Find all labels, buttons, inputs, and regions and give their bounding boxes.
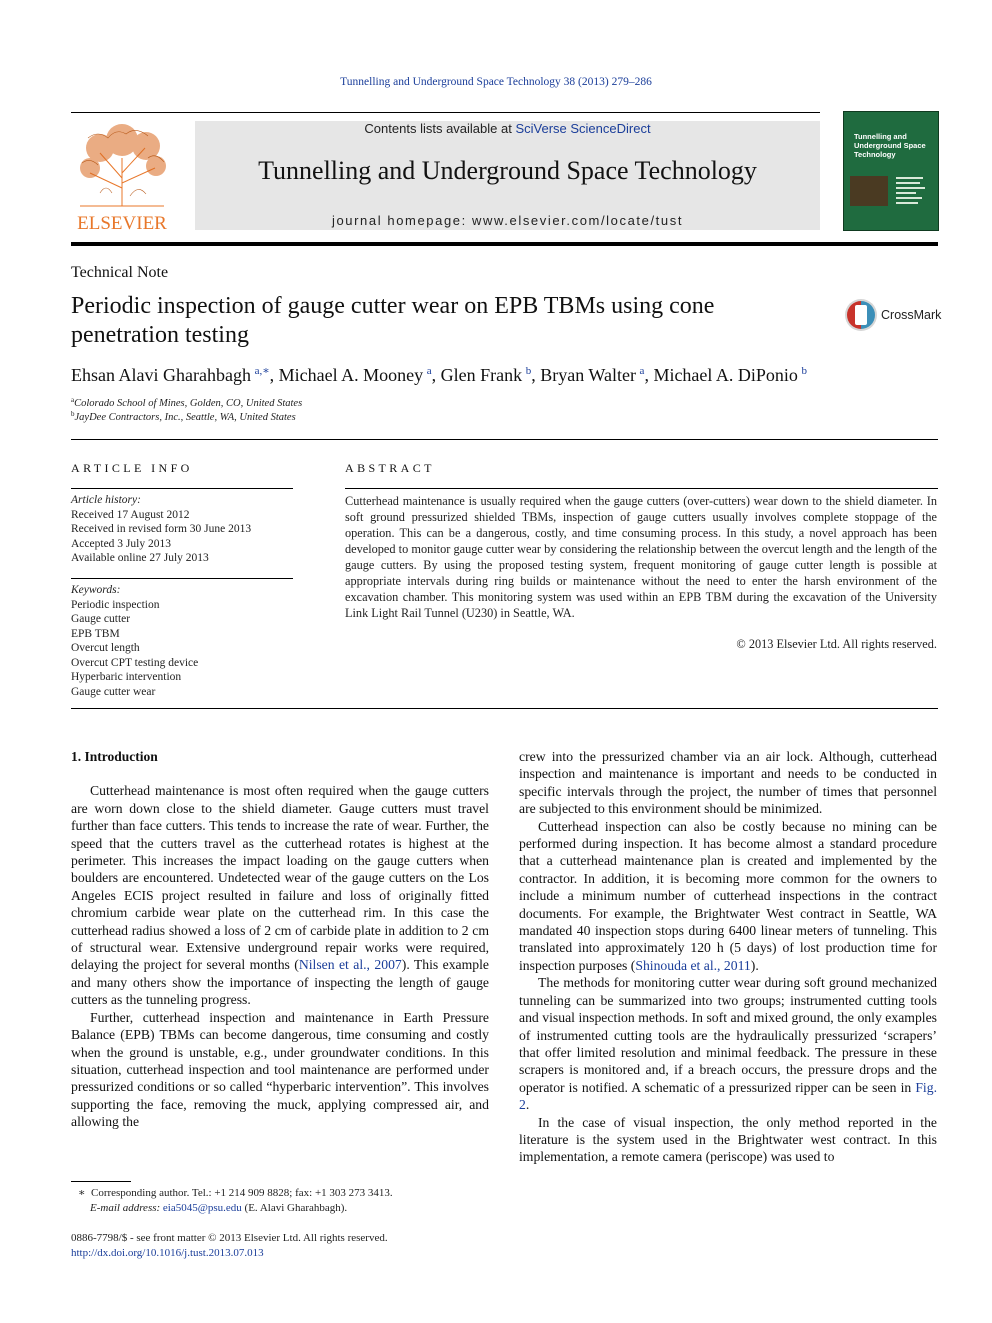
keywords-rule (71, 578, 293, 579)
cover-contents-list (896, 174, 930, 207)
cover-photo (850, 176, 888, 206)
abstract-rule (345, 488, 938, 489)
body-column-left (71, 748, 489, 1131)
keyword: Overcut CPT testing device (71, 656, 199, 669)
elsevier-logo[interactable] (70, 118, 174, 233)
journal-cover-thumbnail[interactable] (843, 111, 939, 231)
abstract-heading: ABSTRACT (345, 461, 435, 475)
history-item: Received in revised form 30 June 2013 (71, 523, 252, 535)
history-item: Accepted 3 July 2013 (71, 537, 171, 550)
corresponding-text: Corresponding author. Tel.: +1 214 909 8828; fax: +1 303 273 3413. (90, 1187, 393, 1199)
keywords-list (71, 583, 293, 699)
paragraph-text: ). This example and many others show the importance of inspecting the length of gauge cutters as the tunneling progress. (71, 957, 489, 1008)
sciencedirect-link[interactable]: SciVerse ScienceDirect (515, 121, 651, 136)
author-name[interactable]: Glen Frank (440, 365, 523, 385)
crossmark-icon (844, 298, 878, 332)
email-suffix: (E. Alavi Gharahbagh). (241, 1201, 348, 1214)
author-name[interactable]: Michael A. Mooney (278, 365, 424, 385)
paragraph (519, 974, 937, 1113)
doi-link[interactable]: http://dx.doi.org/10.1016/j.tust.2013.07.013 (71, 1246, 264, 1259)
header-thick-rule (71, 242, 938, 246)
citation-link[interactable]: Shinouda et al., 2011 (635, 957, 751, 973)
contents-prefix: Contents lists available at (364, 121, 516, 136)
paragraph-text: . (525, 1097, 530, 1113)
history-item: Received 17 August 2012 (71, 508, 190, 521)
email-link[interactable]: eia5045@psu.edu (162, 1201, 242, 1214)
affiliation-a (71, 396, 302, 409)
paragraph (519, 818, 937, 975)
paragraph: crew into the pressurized chamber via an air lock. Although, cutterhead inspection and maintenance is important and needs to be conducted in specific intervals through the project, the number of times that personnel are subjected to this environment should be minimized. (519, 749, 937, 817)
journal-citation[interactable]: Tunnelling and Underground Space Technology 38 (2013) 279–286 (340, 76, 652, 88)
keywords-label: Keywords: (71, 584, 121, 596)
keyword: Hyperbaric intervention (71, 671, 182, 683)
article-history (71, 493, 293, 566)
citation-link[interactable]: Nilsen et al., 2007 (298, 957, 402, 973)
affiliation-key: a (71, 396, 75, 404)
section-heading: 1. Introduction (71, 749, 158, 764)
author-name[interactable]: Bryan Walter (540, 365, 636, 385)
author-affiliation-marker[interactable]: a (426, 365, 432, 377)
copyright-notice: © 2013 Elsevier Ltd. All rights reserved. (736, 637, 937, 651)
keyword: EPB TBM (71, 627, 120, 640)
journal-homepage[interactable]: journal homepage: www.elsevier.com/locate/tust (331, 213, 684, 228)
author-name[interactable]: Michael A. DiPonio (653, 365, 798, 385)
affiliation-key: b (71, 410, 75, 418)
paper-title: Periodic inspection of gauge cutter wear on EPB TBMs using cone penetration testing (71, 293, 715, 348)
cover-title: Tunnelling and Underground Space Technology (854, 132, 926, 159)
crossmark-label: CrossMark (881, 308, 942, 322)
crossmark-badge[interactable] (844, 298, 940, 332)
article-info-heading: ARTICLE INFO (71, 461, 193, 475)
keyword: Gauge cutter wear (71, 685, 156, 698)
title-rule (71, 439, 938, 440)
history-label: Article history: (71, 494, 141, 506)
email-label: E-mail address: (90, 1201, 161, 1214)
author-affiliation-marker[interactable]: a,∗ (254, 365, 270, 377)
elsevier-tree-icon (70, 118, 174, 233)
paragraph: In the case of visual inspection, the only method reported in the literature is the system used in the Brightwater west contract. In this implementation, a remote camera (periscope) was used to (519, 1114, 937, 1165)
keyword: Overcut length (71, 642, 140, 654)
paragraph-text: Cutterhead maintenance is most often required when the gauge cutters are worn down close to the shield diameter. Gauge cutters must travel further than face cutters. This tends to increase the rate of wear. Further, the speed that the cutters travel as the cutterhead rotates is highest at the perimeter. This increases the impact loading on the gauge cutters when boulders are encountered. Undetected wear of the gauge cutters on the Los Angeles ECIS project resulted in failure and loss of originally fitted chromium carbide wear plate on the cutterhead rim. In this case the cutterhead radius showed a loss of 2 cm of carbide plate in addition to 2 cm of structural wear. Extensive underground repair works were required, delaying the project for several months ( (71, 783, 489, 973)
author-list: Ehsan Alavi Gharahbagh $^{a,∗}$, Michael A. Mooney $^a$, Glen Frank $^b$, Bryan Walter $^a$, Michael A. DiPonio $^b$ (71, 365, 808, 385)
contents-line (195, 121, 820, 136)
author-affiliation-marker[interactable]: b (801, 365, 808, 377)
author-name[interactable]: Ehsan Alavi Gharahbagh (71, 365, 251, 385)
paragraph-text: The methods for monitoring cutter wear during soft ground mechanized tunneling can be summarized into two groups; instrumented cutting tools and visual inspection methods. In soft and mixed ground, the only examples of instrumented cutting tools are the hydraulically pressurized ‘scrapers’ that offer limited resolution and minimal feedback. The pressure in these scrapers is monitored and, if a breach occurs, the pressure drops and the operator is notified. A schematic of a pressurized ripper can be seen in (519, 975, 937, 1095)
affiliation-b (71, 410, 296, 423)
front-matter (71, 1231, 491, 1260)
footnote-mark: ∗ (78, 1187, 86, 1199)
elsevier-wordmark: ELSEVIER (77, 213, 167, 233)
footnote-rule (71, 1181, 131, 1182)
journal-title: Tunnelling and Underground Space Technology (258, 156, 757, 185)
paragraph: Further, cutterhead inspection and maintenance in Earth Pressure Balance (EPB) TBMs can become dangerous, time consuming and costly when the ground is unstable, e.g., under groundwater conditions. In this situation, cutterhead inspection and tool maintenance are performed under pressurized conditions or so called “hyperbaric intervention”. This involves supporting the face, removing the muck, applying compressed air, and allowing the (71, 1009, 489, 1130)
abstract-text: Cutterhead maintenance is usually required when the gauge cutters (over-cutters) wear down to the shield diameter. In soft ground pressurized shielded TBMs, inspection of gauge cutters usually involves complete stoppage of the operation. This can be a dangerous, costly, and time consuming process. In this study, a novel approach has been developed to monitor gauge cutter wear by considering the relationship between the overcut length and the length of the gauge cutters. By using the proposed testing system, frequent monitoring of gauge cutter length is possible at appropriate intervals during ring builds or maintenance without the need to enter the harsh environment of the excavation chamber. This monitoring system was used within an EPB TBM during the excavation of the University Link Light Rail Tunnel (U230) in Seattle, WA. (345, 494, 937, 620)
author-affiliation-marker[interactable]: a (639, 365, 645, 377)
paragraph-text: ). (750, 957, 759, 973)
issn-line: 0886-7798/$ - see front matter © 2013 Elsevier Ltd. All rights reserved. (71, 1232, 388, 1244)
keyword: Periodic inspection (71, 598, 160, 611)
affiliation-text: Colorado School of Mines, Golden, CO, United States (74, 398, 303, 409)
corresponding-footnote (78, 1186, 488, 1215)
affiliation-text: JayDee Contractors, Inc., Seattle, WA, United States (74, 412, 296, 423)
abstract-bottom-rule (71, 708, 938, 709)
article-type: Technical Note (71, 264, 169, 281)
body-column-right (519, 748, 937, 1166)
paragraph (71, 782, 489, 1008)
header-rule (71, 112, 820, 113)
paragraph-text: Cutterhead inspection can also be costly because no mining can be performed during inspection. It has become almost a standard procedure that a cutterhead maintenance plan is created and implemented by the contractor. In addition, it is becoming more common for the owners to include a minimum number of cutterhead inspections in the contract documents. For example, the Brightwater West contract in Seattle, WA mandated 40 inspection stops during 6400 linear meters of tunneling. This translated into approximately 120 h (5 days) of lost production time for inspection purposes ( (519, 818, 937, 973)
history-item: Available online 27 July 2013 (71, 552, 209, 564)
figure-link[interactable]: Fig. 2 (519, 1079, 937, 1113)
article-info-rule (71, 488, 293, 489)
author-affiliation-marker[interactable]: b (525, 365, 532, 377)
keyword: Gauge cutter (71, 613, 131, 625)
